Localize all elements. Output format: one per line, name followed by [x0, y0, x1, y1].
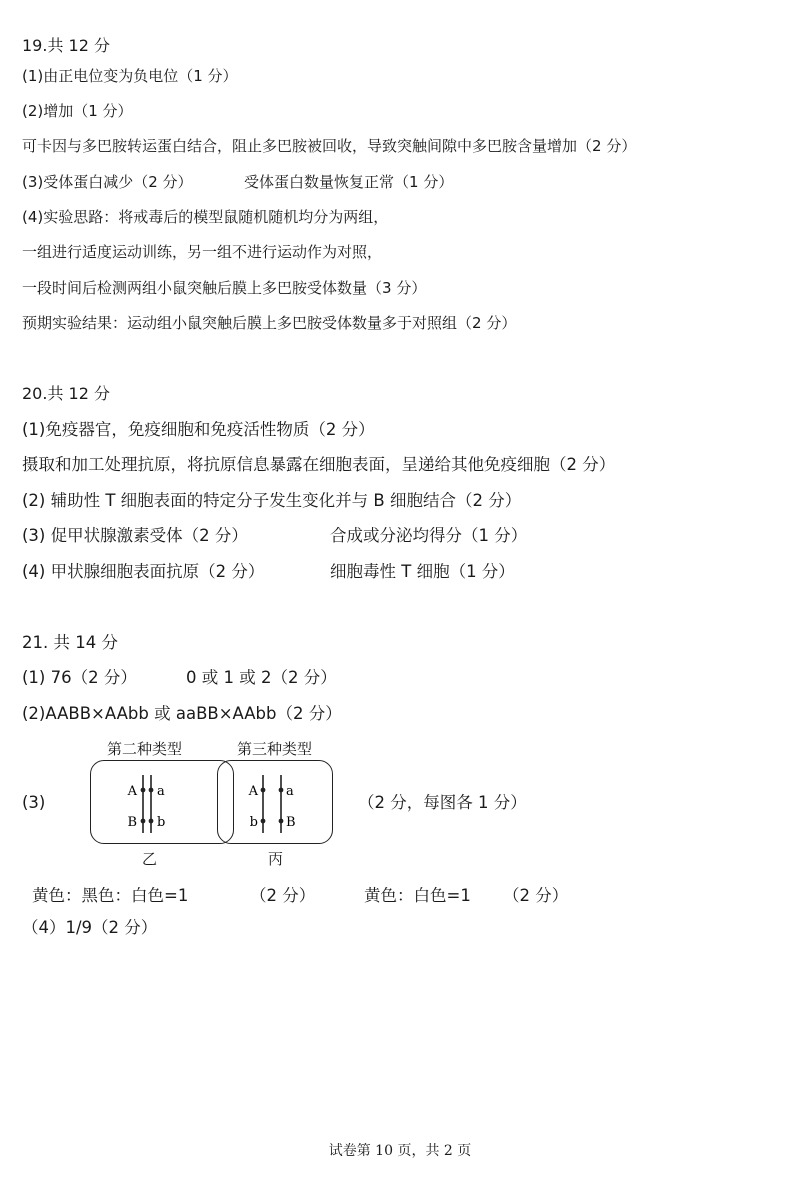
diagram-right-bottom-right: B — [286, 815, 296, 830]
q20-answer-4a: (4) 甲状腺细胞表面抗原（2 分） — [22, 562, 265, 581]
q21-ratio-1-score: （2 分） — [250, 886, 316, 905]
page-footer: 试卷第 10 页，共 2 页 — [328, 1143, 472, 1159]
q21-answer-4: （4）1/9（2 分） — [22, 918, 158, 937]
q21-heading: 21. 共 14 分 — [22, 633, 118, 652]
q21-ratio-2: 黄色：白色=1 — [364, 886, 471, 905]
q19-answer-4-line2: 一组进行适度运动训练，另一组不进行运动作为对照， — [22, 243, 383, 261]
diagram-left-box — [90, 760, 234, 844]
q21-answer-2: (2)AABB×AAbb 或 aaBB×AAbb（2 分） — [22, 704, 342, 723]
diagram-right-top-left: A — [248, 784, 258, 799]
q21-answer-3-score: （2 分，每图各 1 分） — [358, 793, 527, 812]
diagram-left-chromosomes — [91, 761, 233, 843]
diagram-right-caption: 丙 — [268, 850, 284, 868]
diagram-right-chromosomes — [218, 761, 332, 843]
q20-answer-4b: 细胞毒性 T 细胞（1 分） — [330, 562, 515, 581]
diagram-left-caption: 乙 — [142, 850, 158, 868]
q21-answer-1b: 0 或 1 或 2（2 分） — [186, 668, 337, 687]
q20-answer-3b: 合成或分泌均得分（1 分） — [330, 526, 528, 545]
q20-answer-1-detail: 摄取和加工处理抗原，将抗原信息暴露在细胞表面，呈递给其他免疫细胞（2 分） — [22, 455, 616, 474]
q19-answer-1: (1)由正电位变为负电位（1 分） — [22, 67, 238, 85]
q20-answer-3a: (3) 促甲状腺激素受体（2 分） — [22, 526, 248, 545]
diagram-right-top-right: a — [286, 784, 294, 799]
q19-answer-3b: 受体蛋白数量恢复正常（1 分） — [244, 173, 454, 191]
diagram-right-title: 第三种类型 — [237, 740, 313, 758]
q19-answer-3a: (3)受体蛋白减少（2 分） — [22, 173, 193, 191]
q19-answer-4-line3: 一段时间后检测两组小鼠突触后膜上多巴胺受体数量（3 分） — [22, 279, 427, 297]
q21-ratio-1: 黄色：黑色：白色=1 — [32, 886, 189, 905]
diagram-left-bottom-right: b — [157, 815, 166, 830]
q20-heading: 20.共 12 分 — [22, 384, 110, 403]
diagram-right-bottom-left: b — [249, 815, 258, 830]
diagram-left-top-right: a — [157, 784, 165, 799]
q20-answer-2: (2) 辅助性 T 细胞表面的特定分子发生变化并与 B 细胞结合（2 分） — [22, 491, 522, 510]
q21-answer-3-label: (3) — [22, 793, 46, 812]
q19-answer-4-line1: (4)实验思路：将戒毒后的模型鼠随机随机均分为两组， — [22, 208, 389, 226]
q19-heading: 19.共 12 分 — [22, 36, 110, 55]
q21-ratio-2-score: （2 分） — [503, 886, 569, 905]
q19-answer-2-detail: 可卡因与多巴胺转运蛋白结合，阻止多巴胺被回收，导致突触间隙中多巴胺含量增加（2 分） — [22, 137, 637, 155]
q19-answer-2: (2)增加（1 分） — [22, 102, 133, 120]
q19-expected-result: 预期实验结果：运动组小鼠突触后膜上多巴胺受体数量多于对照组（2 分） — [22, 314, 517, 332]
diagram-left-top-left: A — [127, 784, 137, 799]
q20-answer-1: (1)免疫器官，免疫细胞和免疫活性物质（2 分） — [22, 420, 375, 439]
q21-answer-1a: (1) 76（2 分） — [22, 668, 137, 687]
diagram-left-bottom-left: B — [127, 815, 137, 830]
diagram-right-box — [217, 760, 333, 844]
diagram-left-title: 第二种类型 — [107, 740, 183, 758]
